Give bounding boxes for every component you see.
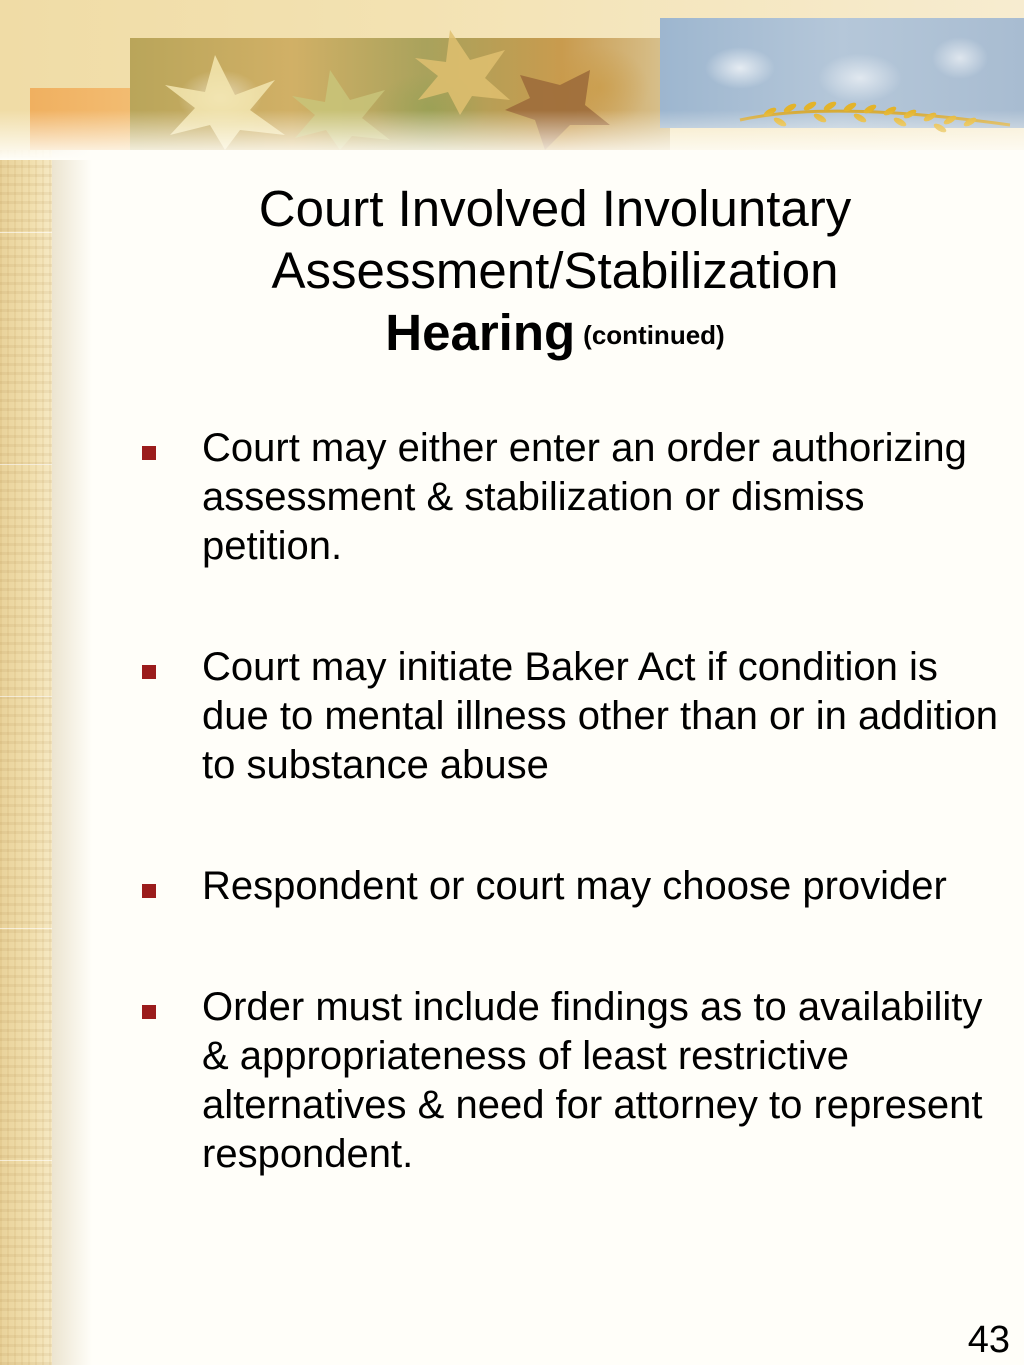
slide-title bbox=[150, 178, 960, 366]
bullet-text: Court may either enter an order authorizing assessment & stabilization or dismiss petition. bbox=[202, 426, 967, 568]
square-bullet-icon bbox=[142, 446, 156, 460]
square-bullet-icon bbox=[142, 665, 156, 679]
title-continued: (continued) bbox=[583, 320, 725, 350]
title-line-3 bbox=[150, 302, 960, 366]
bullet-list bbox=[130, 424, 1000, 1251]
square-bullet-icon bbox=[142, 1005, 156, 1019]
title-hearing: Hearing bbox=[385, 304, 576, 361]
parchment-left-strip bbox=[0, 0, 52, 1365]
bullet-item bbox=[130, 424, 1000, 571]
strip-shadow bbox=[52, 150, 92, 1365]
bullet-text: Respondent or court may choose provider bbox=[202, 864, 947, 908]
title-line-2: Assessment/Stabilization bbox=[271, 242, 839, 299]
title-line-1: Court Involved Involuntary bbox=[258, 180, 852, 237]
bullet-text: Court may initiate Baker Act if condition is due to mental illness other than or in addition to substance abuse bbox=[202, 645, 999, 787]
bullet-item bbox=[130, 643, 1000, 790]
bullet-item bbox=[130, 862, 1000, 911]
square-bullet-icon bbox=[142, 884, 156, 898]
page-number: 43 bbox=[967, 1319, 1010, 1361]
autumn-leaves-banner-image bbox=[0, 0, 1024, 150]
bullet-text: Order must include findings as to availability & appropriateness of least restrictive alternatives & need for attorney to represent respondent. bbox=[202, 985, 983, 1176]
bullet-item bbox=[130, 983, 1000, 1179]
